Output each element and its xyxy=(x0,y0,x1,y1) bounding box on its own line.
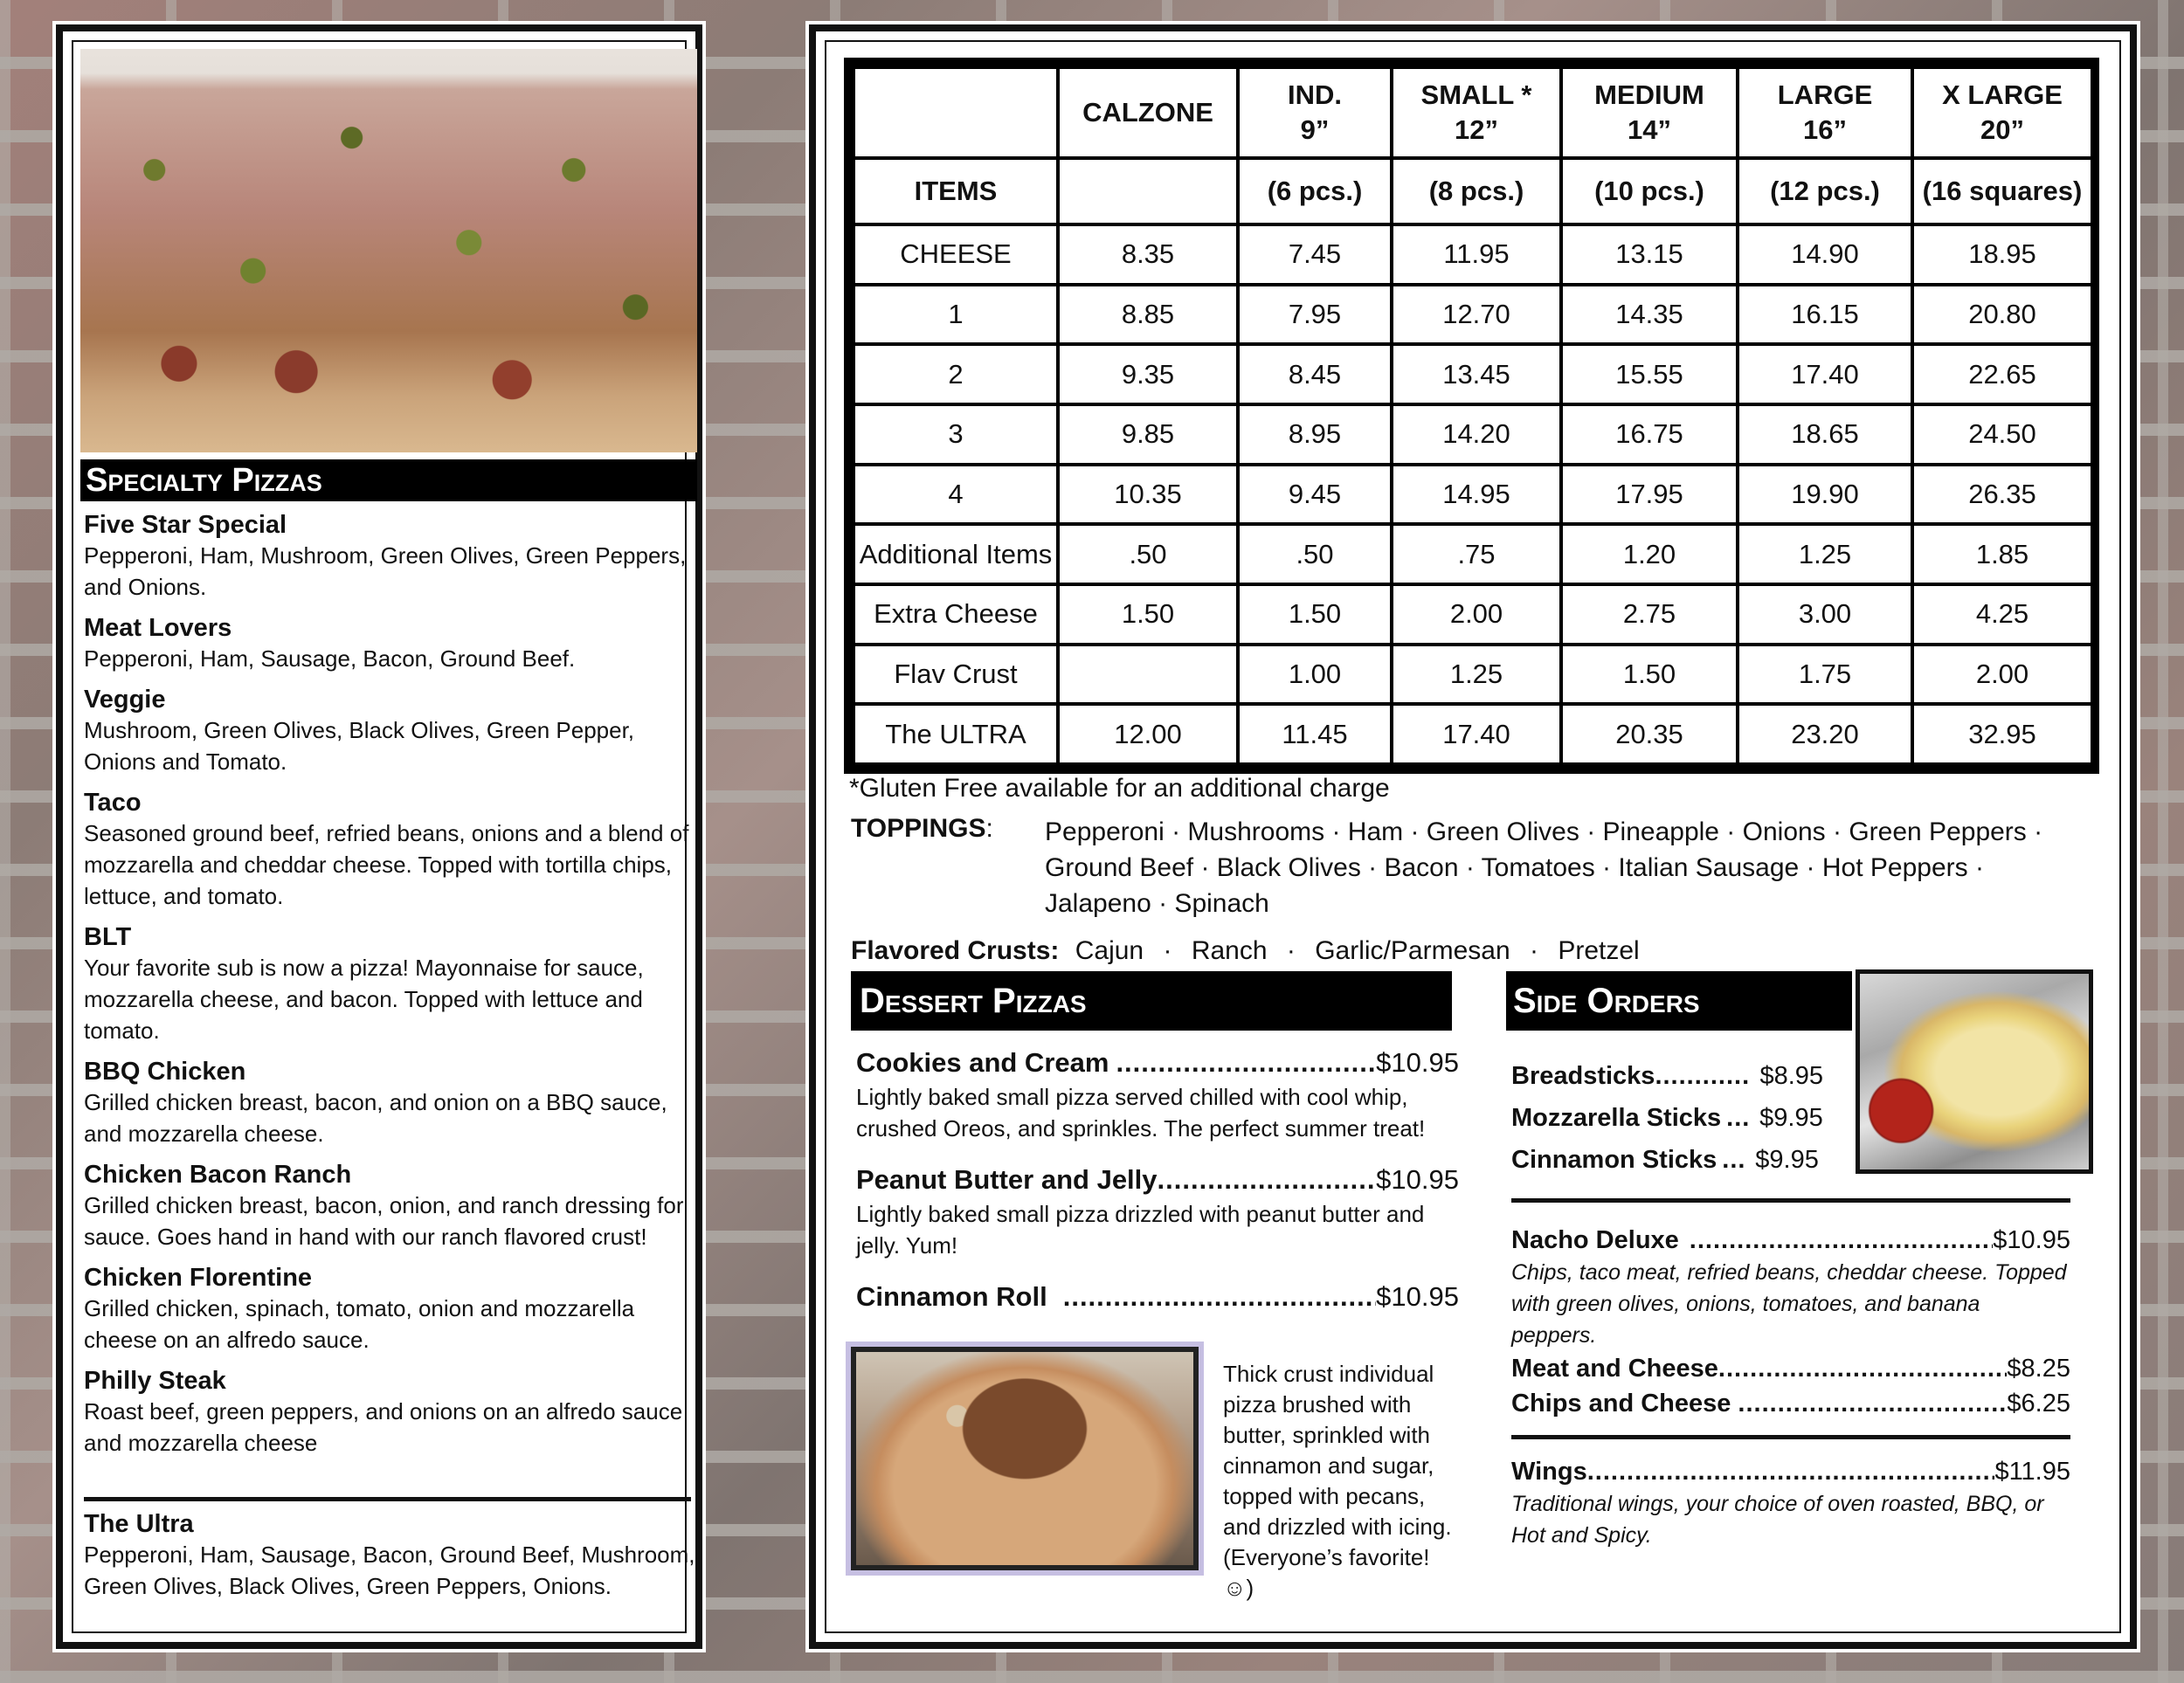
leader-dots xyxy=(1726,1097,1749,1139)
pizza-description: Your favorite sub is now a pizza! Mayonnaise for sauce, mozzarella cheese, and bacon. Topped with lettuce and tomato. xyxy=(84,955,644,1044)
pizza-name: Meat Lovers xyxy=(84,614,232,642)
price-cell: 1.50 xyxy=(1058,584,1238,645)
leader-dots xyxy=(1690,1224,1994,1257)
list-item xyxy=(84,1057,695,1149)
leader-dots xyxy=(1655,1055,1749,1097)
table-row xyxy=(854,584,2092,645)
pizza-name: The Ultra xyxy=(84,1510,194,1538)
list-item xyxy=(84,510,695,603)
crust-option: Pretzel xyxy=(1558,936,1640,965)
price-cell: 2.75 xyxy=(1561,584,1738,645)
crust-separator: · xyxy=(1163,936,1172,965)
list-item xyxy=(1511,1139,1852,1181)
price-cell: 14.90 xyxy=(1738,224,1912,285)
side-name: Meat and Cheese xyxy=(1511,1355,1718,1383)
row-label: 4 xyxy=(854,465,1058,525)
price-cell xyxy=(1058,645,1238,705)
column-header-line: (8 pcs.) xyxy=(1428,176,1524,206)
gluten-free-note: *Gluten Free available for an additional charge xyxy=(849,774,1390,803)
side-orders-heading: Side Orders xyxy=(1506,971,1852,1031)
price-table xyxy=(844,58,2099,774)
pizza-description: Grilled chicken breast, bacon, onion, and ranch dressing for sauce. Goes hand in hand with our ranch flavored crust! xyxy=(84,1192,684,1250)
side-title-line xyxy=(1511,1455,2070,1488)
table-row xyxy=(854,404,2092,465)
column-header xyxy=(1738,67,1912,158)
row-label: CHEESE xyxy=(854,224,1058,285)
column-header xyxy=(1912,67,2092,158)
side-description: Traditional wings, your choice of oven roasted, BBQ, or Hot and Spicy. xyxy=(1511,1492,2044,1548)
column-header-line: IND. xyxy=(1288,79,1342,110)
column-header-line: 12” xyxy=(1455,114,1498,145)
pizza-name: Veggie xyxy=(84,686,166,714)
toppings-colon: : xyxy=(985,814,993,843)
dessert-pizzas-heading: Dessert Pizzas xyxy=(851,971,1452,1031)
price-cell: 13.45 xyxy=(1392,344,1561,404)
row-label: 1 xyxy=(854,285,1058,345)
price-cell: 1.25 xyxy=(1738,524,1912,584)
crusts-label: Flavored Crusts: xyxy=(851,936,1060,965)
list-item xyxy=(1511,1386,2070,1421)
side-name: Mozzarella Sticks xyxy=(1511,1104,1722,1132)
price-cell: 18.65 xyxy=(1738,404,1912,465)
list-item xyxy=(84,922,695,1046)
crust-option: Ranch xyxy=(1191,936,1268,965)
toppings-label-text: TOPPINGS xyxy=(851,814,986,843)
table-row xyxy=(854,645,2092,705)
list-item xyxy=(856,1163,1459,1261)
crust-separator: · xyxy=(1529,936,1538,965)
specialty-panel-inner xyxy=(72,40,695,1633)
row-label: The ULTRA xyxy=(854,704,1058,764)
dessert-title-line xyxy=(856,1280,1459,1314)
dessert-price: $10.95 xyxy=(1376,1047,1459,1078)
pizza-description: Seasoned ground beef, refried beans, onions and a blend of mozzarella and cheddar cheese. Topped with tortilla chips, lettuce, and tomato. xyxy=(84,820,689,909)
price-cell: 3.00 xyxy=(1738,584,1912,645)
column-header xyxy=(1561,67,1738,158)
price-cell: .75 xyxy=(1392,524,1561,584)
specialty-pizzas-heading: Specialty Pizzas xyxy=(80,459,697,501)
list-item xyxy=(1511,1055,1852,1097)
pizza-description: Mushroom, Green Olives, Black Olives, Green Pepper, Onions and Tomato. xyxy=(84,717,635,775)
leader-dots xyxy=(1116,1046,1376,1079)
row-label: 3 xyxy=(854,404,1058,465)
price-cell: 22.65 xyxy=(1912,344,2092,404)
pizza-description: Pepperoni, Ham, Sausage, Bacon, Ground Beef. xyxy=(84,645,576,672)
column-header xyxy=(1561,158,1738,224)
column-header xyxy=(1058,158,1238,224)
list-item xyxy=(84,1366,695,1459)
list-item xyxy=(1511,1351,2070,1386)
price-cell: 11.95 xyxy=(1392,224,1561,285)
list-item xyxy=(1511,1224,2070,1351)
specialty-panel xyxy=(56,24,702,1649)
pizza-name: Taco xyxy=(84,789,142,817)
price-cell: 24.50 xyxy=(1912,404,2092,465)
leader-dots xyxy=(1158,1163,1377,1197)
column-header-line: (12 pcs.) xyxy=(1770,176,1880,206)
side-name: Nacho Deluxe xyxy=(1511,1226,1679,1254)
specialty-pizza-list xyxy=(84,510,695,1469)
price-cell: 8.35 xyxy=(1058,224,1238,285)
column-header-line: CALZONE xyxy=(1082,97,1213,128)
cinnamon-roll-description: Thick crust individual pizza brushed with butter, sprinkled with cinnamon and sugar, topped with pecans, and drizzled with icing. (Everyone’s favorite! ☺) xyxy=(1223,1361,1452,1601)
pizza-description: Pepperoni, Ham, Sausage, Bacon, Ground Beef, Mushroom, Green Olives, Black Olives, Green Peppers, Onions. xyxy=(84,1542,695,1599)
price-cell: 11.45 xyxy=(1238,704,1392,764)
column-header xyxy=(1912,158,2092,224)
price-cell: 1.50 xyxy=(1238,584,1392,645)
pizza-name: BLT xyxy=(84,923,132,951)
price-cell: 15.55 xyxy=(1561,344,1738,404)
price-table-grid xyxy=(852,66,2094,766)
column-header xyxy=(1238,67,1392,158)
supreme-pizza-photo xyxy=(80,49,697,452)
side-price: $9.95 xyxy=(1759,1104,1823,1132)
column-header-line: LARGE xyxy=(1777,79,1873,110)
table-row xyxy=(854,465,2092,525)
leader-dots xyxy=(1738,1386,2007,1421)
price-cell: 14.95 xyxy=(1392,465,1561,525)
dessert-title-line xyxy=(856,1163,1459,1197)
flavored-crusts xyxy=(851,936,1640,966)
column-header xyxy=(1738,158,1912,224)
side-price: $8.95 xyxy=(1759,1062,1824,1090)
column-header-line: X LARGE xyxy=(1942,79,2063,110)
side-name: Cinnamon Sticks xyxy=(1511,1146,1717,1174)
price-cell: 1.25 xyxy=(1392,645,1561,705)
dessert-name: Peanut Butter and Jelly xyxy=(856,1164,1158,1195)
side-name: Wings xyxy=(1511,1458,1587,1486)
pizza-name: BBQ Chicken xyxy=(84,1058,246,1086)
crust-option: Garlic/Parmesan xyxy=(1315,936,1510,965)
column-header xyxy=(854,67,1058,158)
row-label: Extra Cheese xyxy=(854,584,1058,645)
leader-dots xyxy=(1718,1351,2008,1386)
column-header-line: 16” xyxy=(1803,114,1847,145)
column-header-line: 14” xyxy=(1628,114,1671,145)
crust-option: Cajun xyxy=(1075,936,1144,965)
cinnamon-roll-pizza-photo xyxy=(851,1347,1199,1570)
side-short-list xyxy=(1511,1055,1852,1181)
side-name: Chips and Cheese xyxy=(1511,1390,1731,1417)
price-cell: 7.95 xyxy=(1238,285,1392,345)
price-cell: 9.35 xyxy=(1058,344,1238,404)
divider xyxy=(1511,1198,2070,1203)
crust-separator: · xyxy=(1286,936,1296,965)
list-item xyxy=(84,1160,695,1252)
side-description: Chips, taco meat, refried beans, cheddar cheese. Topped with green olives, onions, tomatoes, and banana peppers. xyxy=(1511,1260,2067,1348)
list-item xyxy=(84,788,695,912)
column-header xyxy=(1392,67,1561,158)
price-table-body xyxy=(854,67,2092,764)
price-cell: 12.00 xyxy=(1058,704,1238,764)
dessert-description: Lightly baked small pizza served chilled with cool whip, crushed Oreos, and sprinkles. The perfect summer treat! xyxy=(856,1084,1426,1142)
side-title-line xyxy=(1511,1224,2070,1257)
pizza-name: Five Star Special xyxy=(84,511,287,539)
price-cell: 26.35 xyxy=(1912,465,2092,525)
side-title-line xyxy=(1511,1386,2070,1421)
price-cell: 1.20 xyxy=(1561,524,1738,584)
side-name: Breadsticks xyxy=(1511,1062,1655,1090)
price-cell: 1.00 xyxy=(1238,645,1392,705)
side-price: $9.95 xyxy=(1755,1146,1819,1174)
price-cell: .50 xyxy=(1238,524,1392,584)
divider xyxy=(1511,1435,2070,1439)
table-row xyxy=(854,704,2092,764)
list-item xyxy=(1511,1455,2070,1551)
price-cell: 9.45 xyxy=(1238,465,1392,525)
dessert-list xyxy=(856,1046,1459,1314)
column-header-line: (16 squares) xyxy=(1922,176,2083,206)
table-row xyxy=(854,224,2092,285)
price-cell: 8.45 xyxy=(1238,344,1392,404)
toppings-list: Pepperoni · Mushrooms · Ham · Green Olives · Pineapple · Onions · Green Peppers · Ground Beef · Black Olives · Bacon · Tomatoes · Italian Sausage · Hot Peppers · Jalapeno · Spinach xyxy=(1045,817,2043,918)
list-item xyxy=(856,1280,1459,1314)
menu-panel xyxy=(809,24,2137,1649)
list-item xyxy=(856,1046,1459,1144)
row-label: 2 xyxy=(854,344,1058,404)
dessert-price: $10.95 xyxy=(1376,1164,1459,1195)
column-header-line: 9” xyxy=(1300,114,1330,145)
side-price: $8.25 xyxy=(2007,1355,2070,1383)
column-header xyxy=(1058,67,1238,158)
price-cell: 10.35 xyxy=(1058,465,1238,525)
price-cell: 13.15 xyxy=(1561,224,1738,285)
column-header xyxy=(1392,158,1561,224)
column-header xyxy=(1238,158,1392,224)
leader-dots xyxy=(1722,1139,1745,1181)
list-item xyxy=(1511,1097,1852,1139)
list-item xyxy=(84,685,695,777)
price-cell: 20.35 xyxy=(1561,704,1738,764)
dessert-description: Lightly baked small pizza drizzled with peanut butter and jelly. Yum! xyxy=(856,1201,1425,1259)
price-cell: 17.40 xyxy=(1738,344,1912,404)
pizza-description: Pepperoni, Ham, Mushroom, Green Olives, Green Peppers, and Onions. xyxy=(84,542,687,600)
price-cell: 16.75 xyxy=(1561,404,1738,465)
price-cell: 17.95 xyxy=(1561,465,1738,525)
side-title-line xyxy=(1511,1351,2070,1386)
price-cell: 1.85 xyxy=(1912,524,2092,584)
price-cell: 8.95 xyxy=(1238,404,1392,465)
price-cell: 18.95 xyxy=(1912,224,2092,285)
column-header-line: SMALL * xyxy=(1420,79,1532,110)
pizza-description: Grilled chicken, spinach, tomato, onion and mozzarella cheese on an alfredo sauce. xyxy=(84,1295,635,1353)
table-header-row xyxy=(854,67,2092,158)
price-cell: 14.35 xyxy=(1561,285,1738,345)
table-row xyxy=(854,344,2092,404)
price-cell: 7.45 xyxy=(1238,224,1392,285)
dessert-title-line xyxy=(856,1046,1459,1079)
table-row xyxy=(854,524,2092,584)
pizza-description: Grilled chicken breast, bacon, and onion on a BBQ sauce, and mozzarella cheese. xyxy=(84,1089,667,1147)
list-item xyxy=(84,613,695,674)
ultra-pizza-item xyxy=(84,1509,695,1602)
row-label: Flav Crust xyxy=(854,645,1058,705)
price-cell: 8.85 xyxy=(1058,285,1238,345)
price-cell: 9.85 xyxy=(1058,404,1238,465)
column-header xyxy=(854,158,1058,224)
table-row xyxy=(854,285,2092,345)
price-cell: 2.00 xyxy=(1912,645,2092,705)
column-header-line: 20” xyxy=(1980,114,2024,145)
column-header-line: ITEMS xyxy=(914,176,998,206)
dessert-name: Cinnamon Roll xyxy=(856,1281,1047,1312)
table-header-row xyxy=(854,158,2092,224)
side-orders-list xyxy=(1511,1055,2070,1551)
dessert-name: Cookies and Cream xyxy=(856,1047,1109,1078)
price-cell: 16.15 xyxy=(1738,285,1912,345)
pizza-name: Philly Steak xyxy=(84,1367,226,1395)
price-cell: 23.20 xyxy=(1738,704,1912,764)
price-cell: .50 xyxy=(1058,524,1238,584)
side-price: $10.95 xyxy=(1993,1226,2070,1254)
price-cell: 17.40 xyxy=(1392,704,1561,764)
price-cell: 12.70 xyxy=(1392,285,1561,345)
pizza-description: Roast beef, green peppers, and onions on an alfredo sauce and mozzarella cheese xyxy=(84,1398,683,1456)
column-header-line: (6 pcs.) xyxy=(1267,176,1363,206)
price-cell: 32.95 xyxy=(1912,704,2092,764)
price-cell: 1.75 xyxy=(1738,645,1912,705)
row-label: Additional Items xyxy=(854,524,1058,584)
side-price: $6.25 xyxy=(2007,1390,2070,1417)
column-header-line: (10 pcs.) xyxy=(1594,176,1704,206)
side-price: $11.95 xyxy=(1994,1458,2070,1486)
price-cell: 20.80 xyxy=(1912,285,2092,345)
price-cell: 1.50 xyxy=(1561,645,1738,705)
toppings-label xyxy=(851,814,993,844)
column-header-line: MEDIUM xyxy=(1594,79,1704,110)
leader-dots xyxy=(1587,1455,1995,1488)
leader-dots xyxy=(1063,1280,1376,1314)
divider xyxy=(84,1497,691,1501)
price-cell: 14.20 xyxy=(1392,404,1561,465)
pizza-name: Chicken Florentine xyxy=(84,1264,313,1292)
price-cell: 2.00 xyxy=(1392,584,1561,645)
price-cell: 4.25 xyxy=(1912,584,2092,645)
price-cell: 19.90 xyxy=(1738,465,1912,525)
list-item xyxy=(84,1263,695,1355)
dessert-price: $10.95 xyxy=(1376,1281,1459,1312)
pizza-name: Chicken Bacon Ranch xyxy=(84,1161,352,1189)
